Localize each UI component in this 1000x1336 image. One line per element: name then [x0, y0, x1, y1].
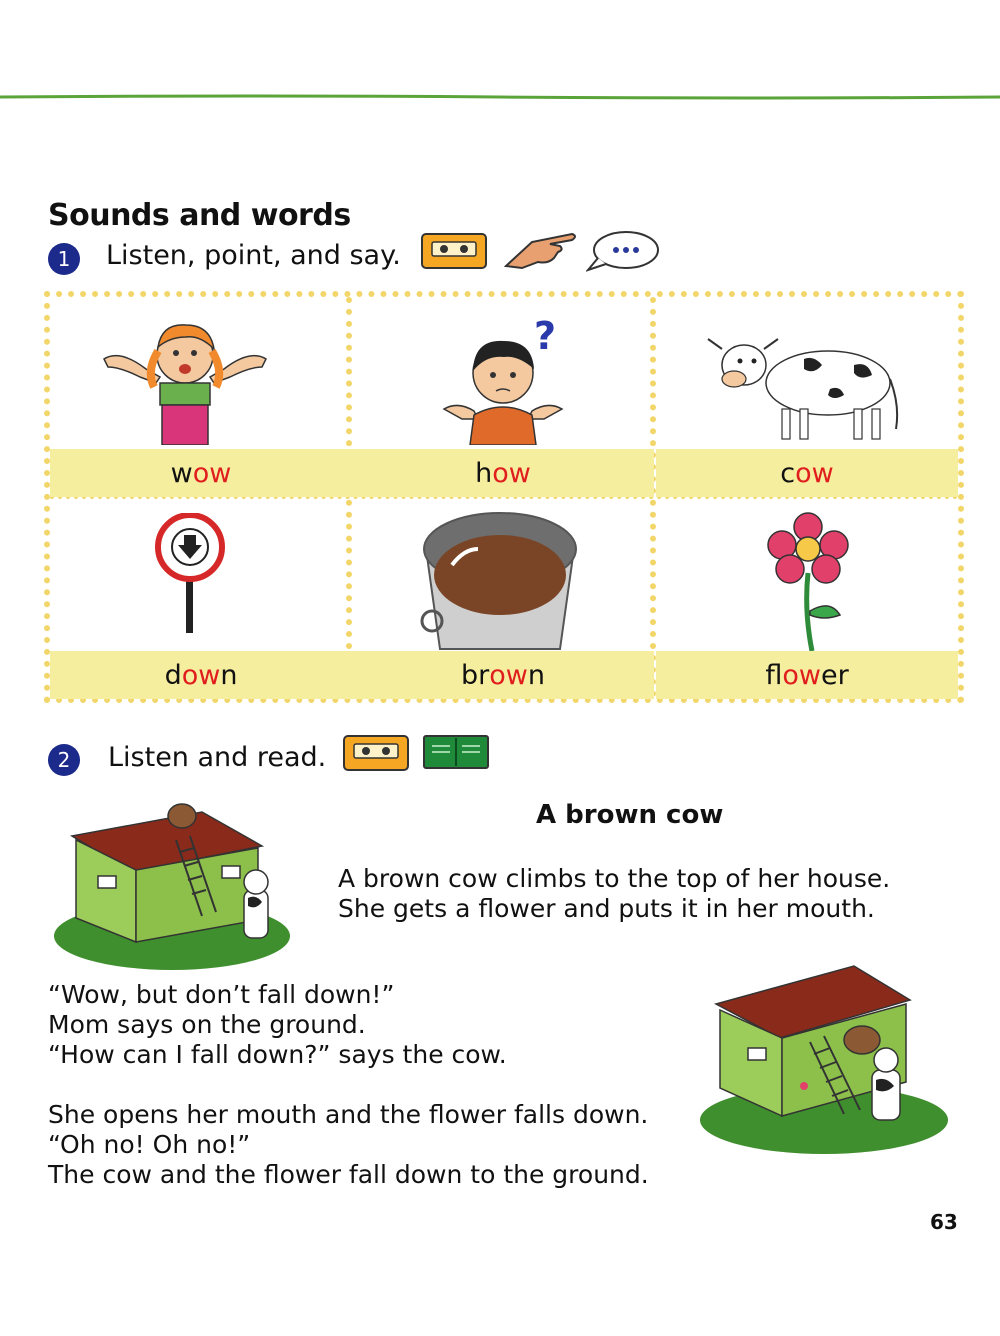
- word-label-wow: w ow: [50, 449, 352, 497]
- word-card-cow[interactable]: [656, 297, 958, 497]
- confused-boy-icon: [438, 315, 568, 445]
- exercise-2-badge: 2: [48, 744, 80, 776]
- down-sign-icon: [150, 513, 230, 633]
- word-card-brown[interactable]: [352, 499, 654, 699]
- flower-icon: [764, 511, 854, 651]
- story-line: She gets a flower and puts it in her mouth.: [338, 894, 875, 923]
- pointing-hand-icon[interactable]: [502, 228, 580, 272]
- brown-paint-bucket-icon: [412, 505, 588, 651]
- cow-on-roof-illustration: [52, 786, 292, 972]
- cow-falling-illustration: [694, 960, 948, 1156]
- story-line: The cow and the flower fall down to the ground.: [48, 1160, 649, 1189]
- section-title: Sounds and words: [48, 198, 351, 233]
- exercise-2-instruction: Listen and read.: [108, 742, 327, 773]
- word-card-down[interactable]: [50, 499, 352, 699]
- cassette-icon[interactable]: [420, 232, 488, 270]
- word-label-down: d ow n: [50, 651, 352, 699]
- svg-text:?: ?: [534, 315, 557, 358]
- word-label-how: h ow: [352, 449, 654, 497]
- exercise-1-badge: 1: [48, 243, 80, 275]
- word-card-how[interactable]: [352, 297, 654, 497]
- word-label-cow: c ow: [656, 449, 958, 497]
- story-line: “Oh no! Oh no!”: [48, 1130, 251, 1159]
- exercise-1-instruction: Listen, point, and say.: [106, 240, 401, 271]
- story-line: “How can I fall down?” says the cow.: [48, 1040, 507, 1069]
- story-line: A brown cow climbs to the top of her house.: [338, 864, 891, 893]
- story-line: She opens her mouth and the flower falls down.: [48, 1100, 649, 1129]
- story-title: A brown cow: [536, 800, 724, 830]
- book-icon[interactable]: [422, 734, 490, 770]
- cassette-icon[interactable]: [342, 734, 410, 772]
- word-grid: [44, 291, 964, 703]
- word-label-flower: fl ow er: [656, 651, 958, 699]
- cow-icon: [704, 325, 908, 447]
- word-label-brown: br ow n: [352, 651, 654, 699]
- word-card-flower[interactable]: [656, 499, 958, 699]
- word-card-wow[interactable]: [50, 297, 352, 497]
- story-line: Mom says on the ground.: [48, 1010, 366, 1039]
- story-line: “Wow, but don’t fall down!”: [48, 980, 395, 1009]
- page-number: 63: [930, 1210, 958, 1234]
- speech-bubble-icon[interactable]: [586, 230, 660, 274]
- top-divider-line: [0, 94, 1000, 100]
- girl-waving-icon: [100, 317, 270, 445]
